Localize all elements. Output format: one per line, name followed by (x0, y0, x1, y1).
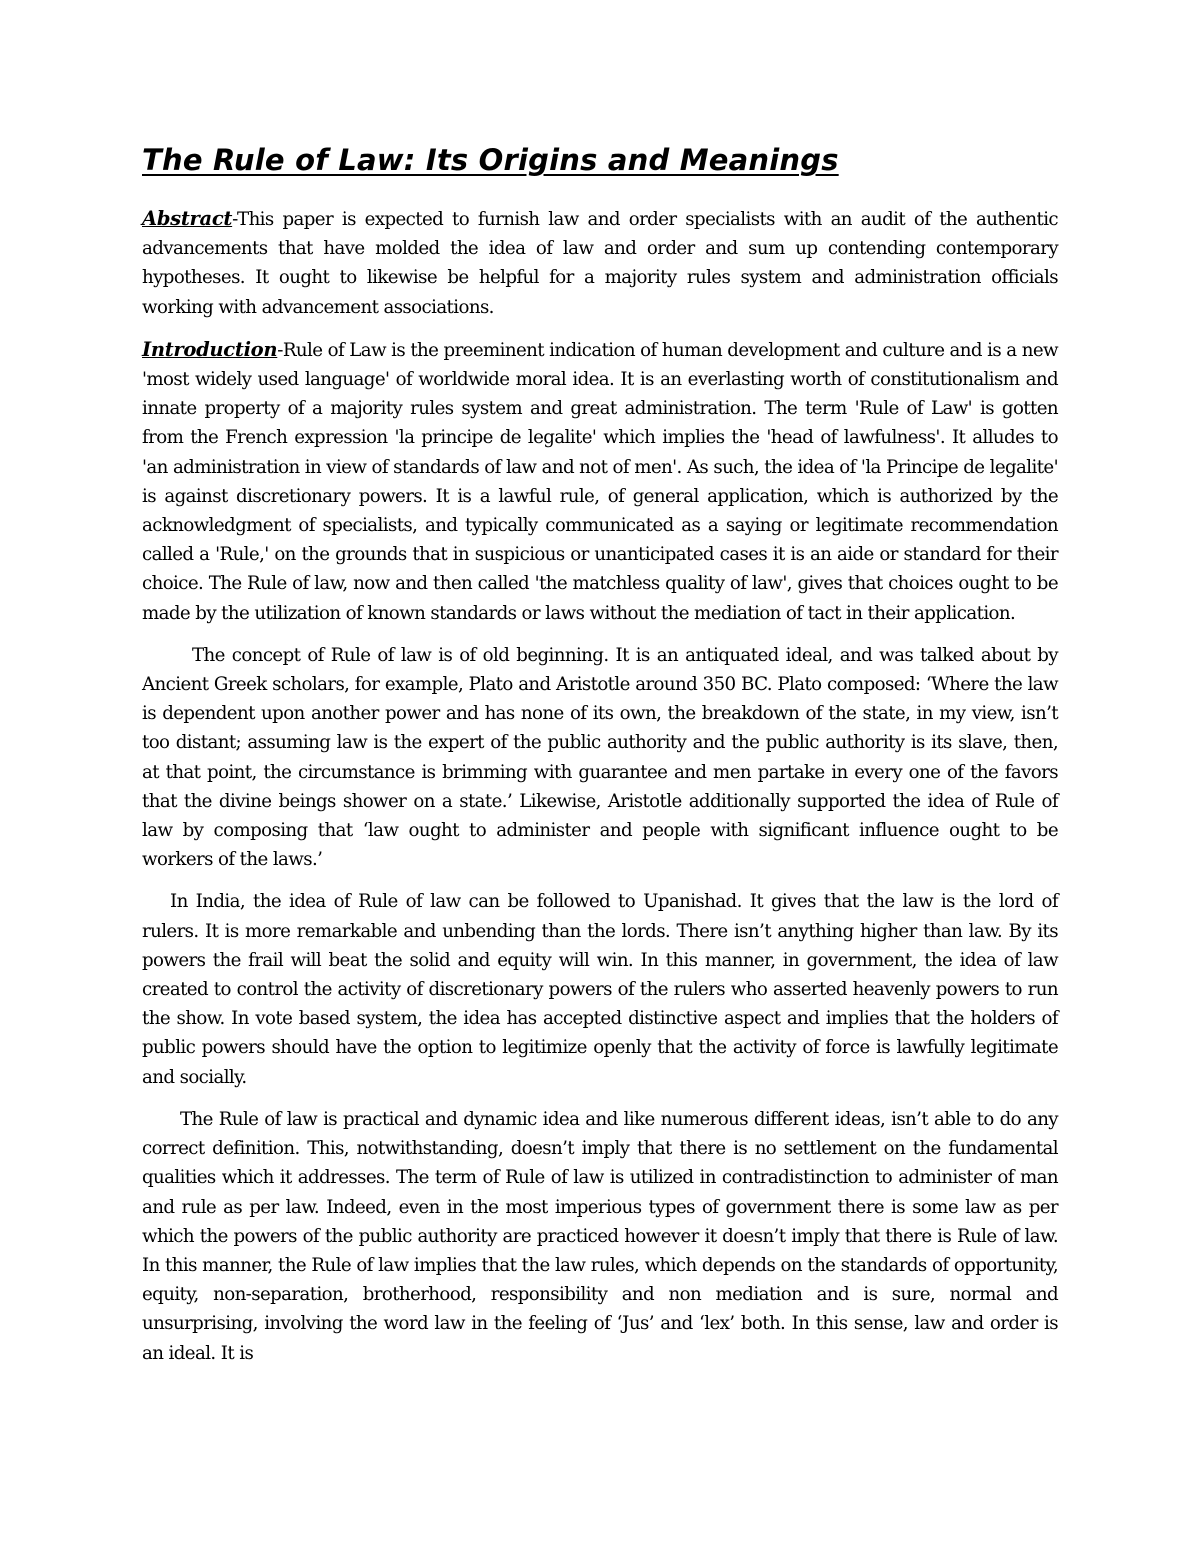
body-paragraph-definition: The Rule of law is practical and dynamic idea and like numerous different ideas, isn’t able to do any correct definition. This, notwithstanding, doesn’t imply that there is no settlement on the fundamental qualities which it addresses. The term of Rule of law is utilized in contradistinction to administer of man and rule as per law. Indeed, even in the most imperious types of government there is some law as per which the powers of the public authority are practiced however it doesn’t imply that there is Rule of law. In this manner, the Rule of law implies that the law rules, which depends on the standards of opportunity, equity, non-separation, brotherhood, responsibility and non mediation and is sure, normal and unsurprising, involving the word law in the feeling of ‘Jus’ and ‘lex’ both. In this sense, law and order is an ideal. It is (142, 1108, 1058, 1364)
body-paragraph-origins: The concept of Rule of law is of old beginning. It is an antiquated ideal, and was talked about by Ancient Greek scholars, for example, Plato and Aristotle around 350 BC. Plato composed: ‘Where the law is dependent upon another power and has none of its own, the breakdown of the state, in my view, isn’t too distant; assuming law is the expert of the public authority and the public authority is its slave, then, at that point, the circumstance is brimming with guarantee and men partake in every one of the favors that the divine beings shower on a state.’ Likewise, Aristotle additionally supported the idea of Rule of law by composing that ‘law ought to administer and people with significant influence ought to be workers of the laws.’ (142, 644, 1058, 871)
introduction-text: -Rule of Law is the preeminent indication of human development and culture and is a new 'most widely used language' of worldwide moral idea. It is an everlasting worth of constitutionalism and innate property of a majority rules system and great administration. The term 'Rule of Law' is gotten from the French expression 'la principe de legalite' which implies the 'head of lawfulness'. It alludes to 'an administration in view of standards of law and not of men'. As such, the idea of 'la Principe de legalite' is against discretionary powers. It is a lawful rule, of general application, which is authorized by the acknowledgment of specialists, and typically communicated as a saying or legitimate recommendation called a 'Rule,' on the grounds that in suspicious or unanticipated cases it is an aide or standard for their choice. The Rule of law, now and then called 'the matchless quality of law', gives that choices ought to be made by the utilization of known standards or laws without the mediation of tact in their application. (142, 339, 1058, 624)
introduction-label: Introduction (142, 337, 278, 361)
abstract-paragraph (142, 204, 1058, 322)
introduction-paragraph (142, 335, 1058, 628)
abstract-text: -This paper is expected to furnish law and order specialists with an audit of the authentic advancements that have molded the idea of law and order and sum up contending contemporary hypotheses. It ought to likewise be helpful for a majority rules system and administration officials working with advancement associations. (142, 209, 1058, 318)
abstract-label: Abstract (142, 207, 233, 230)
document-title: The Rule of Law: Its Origins and Meanings (142, 143, 839, 177)
document-page (142, 138, 1058, 1381)
body-paragraph-india: In India, the idea of Rule of law can be followed to Upanishad. It gives that the law is the lord of rulers. It is more remarkable and unbending than the lords. There isn’t anything higher than law. By its powers the frail will beat the solid and equity will win. In this manner, in government, the idea of law created to control the activity of discretionary powers of the rulers who asserted heavenly powers to run the show. In vote based system, the idea has accepted distinctive aspect and implies that the holders of public powers should have the option to legitimize openly that the activity of force is lawfully legitimate and socially. (142, 891, 1058, 1088)
